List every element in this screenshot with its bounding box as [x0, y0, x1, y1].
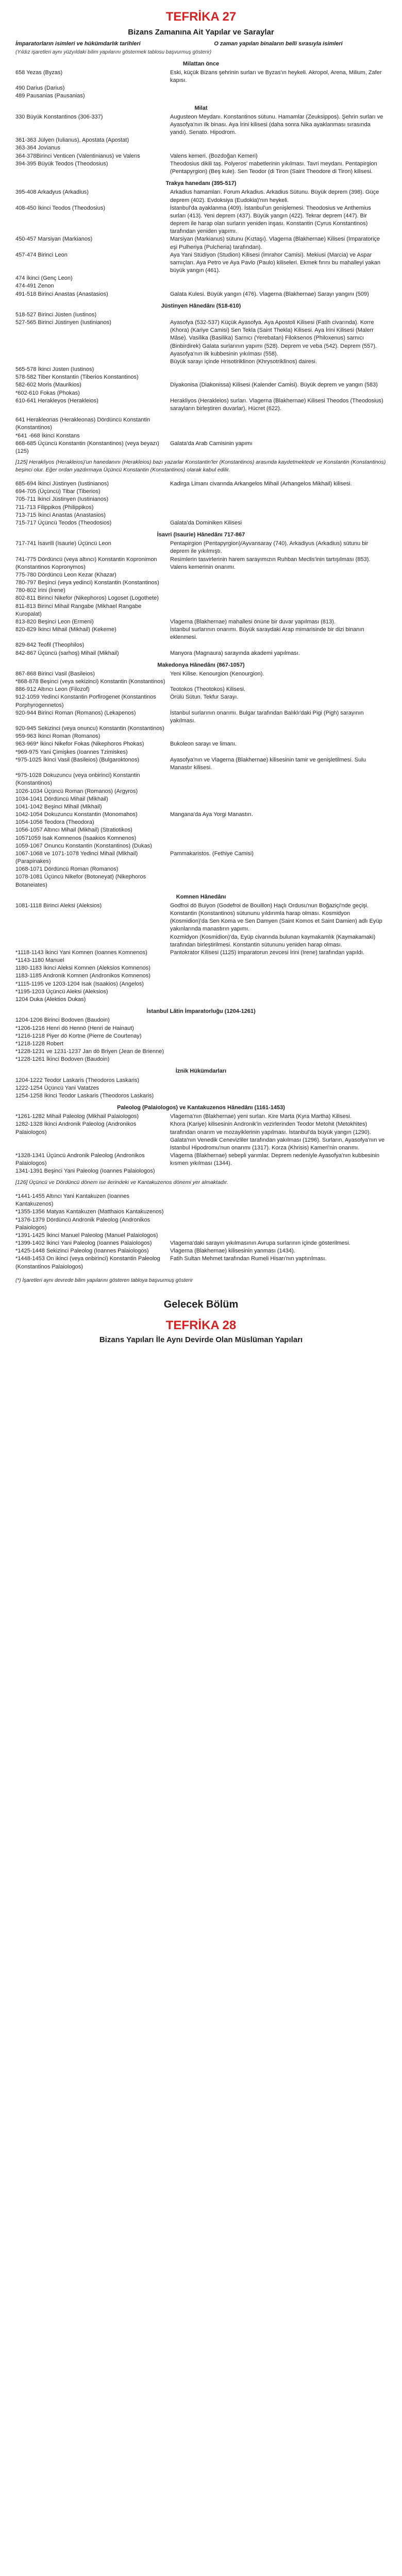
emperor-reign: 920-945 Sekizinci (veya onuncu) Konstantin (Konstantinos) — [15, 725, 164, 732]
table-row — [15, 496, 387, 503]
table-row — [15, 641, 387, 649]
buildings-list: Khora (Kariye) kilisesinin Andronik'in vezirlerinden Teodor Metohit (Metokhites) tarafından onarım ve mozayiklerinin yapılması. İstanbul'da büyük yangın (1290). Galata'nın Venedik Cenevizliler tarafından yakılması (1296). Surların, Ayasofya'nın ve Istanbul Hipodromu'nun onarımı (1317). Korza (Khrisis) Kameri'nin onarımı. — [170, 1121, 385, 1151]
emperor-reign: 491-518 Birinci Anastas (Anastasios) — [15, 291, 108, 297]
column-headers — [15, 40, 387, 48]
table-row — [15, 416, 387, 432]
emperor-reign: 1341-1391 Beşinci Yani Paleolog (Ioannes Palaiologos) — [15, 1168, 155, 1175]
table-row — [15, 504, 387, 512]
emperor-reign: 658 Yezas (Byzas) — [15, 69, 63, 76]
sections-block-2 — [15, 477, 387, 1176]
emperor-reign: 713-715 İkinci Anastas (Anastasios) — [15, 512, 106, 518]
emperor-reign: 518-527 Birinci Jüsten (Iustinos) — [15, 311, 97, 318]
buildings-list: Vlagerna (Blakhernae) mahallesi önüne bir duvar yapılması (813). — [170, 618, 336, 625]
emperor-reign: 1204 Duka (Alektios Dukas) — [15, 996, 86, 1003]
emperor-reign: 685-694 İkinci Jüstinyen (Iustinianos) — [15, 480, 109, 487]
buildings-list: Galata'da Arab Camisinin yapımı — [170, 440, 253, 447]
emperor-reign: 641 Herakleonas (Herakleonas) Dördüncü Konstantin (Konstantinos) — [15, 417, 150, 431]
section-heading: Makedonya Hânedânı (867-1057) — [157, 662, 245, 668]
emperor-reign: *1376-1379 Dördüncü Andronik Paleolog (Andronikos Palaiologos) — [15, 1216, 150, 1231]
emperor-reign: 715-717 Üçüncü Teodos (Theodosios) — [15, 519, 112, 526]
article-subtitle: Bizans Zamanına Ait Yapılar ve Saraylar — [128, 28, 274, 37]
emperor-reign: 1204-1206 Birinci Bodoven (Baudoin) — [15, 1017, 110, 1024]
table-row — [15, 1092, 387, 1100]
table-row — [15, 740, 387, 748]
table-row — [15, 189, 387, 204]
emperor-reign: 867-868 Birinci Vasil (Basileios) — [15, 670, 95, 677]
table-row — [15, 571, 387, 579]
emperor-reign: 10571059 Isak Komnenos (Isaakios Komnenos) — [15, 835, 137, 841]
buildings-list: Vlagerna (Blakhernae) kilisesinin yanması (1434). — [170, 1248, 295, 1255]
table-row — [15, 1167, 387, 1175]
emperor-reign: 363-364 Jovianus — [15, 145, 60, 151]
buildings-list: Bukoleon sarayı ve limanı. — [170, 741, 237, 748]
emperor-reign: 408-450 İkinci Teodos (Theodosius) — [15, 205, 106, 211]
emperor-reign: 711-713 Filippikos (Philippikos) — [15, 504, 94, 511]
table-row — [15, 850, 387, 866]
section-heading: Jüstinyen Hânedânı (518-610) — [161, 302, 241, 309]
sections-block-3 — [15, 1189, 387, 1271]
emperor-reign: 1068-1071 Dördüncü Roman (Romanos) — [15, 866, 119, 873]
table-row — [15, 1113, 387, 1121]
table-row — [15, 842, 387, 850]
emperor-reign: 1041-1042 Beşinci Mihail (Mikhail) — [15, 803, 102, 810]
table-row — [15, 725, 387, 733]
intro-note: (Yıldız işaretleri aynı yüzyıldaki bilim yapılarını göstermek tablosu başvurmuş gösterir) — [15, 49, 212, 55]
table-row — [15, 374, 387, 381]
emperor-reign: 829-842 Teofil (Theophilos) — [15, 642, 85, 649]
left-column-header: İmparatorların isimleri ve hükümdarlık tarihleri — [15, 40, 141, 47]
buildings-list: Augusteon Meydanı. Konstantinos sütunu. Hamamlar (Zeuksippos). Şehrin surları ve Ayasofya'nın ilk binası. Aya İrini kilisesi (daha sonra Nika ayaklanması sırasında yandı). Senato. Hipodrom. — [170, 113, 383, 136]
table-row — [15, 389, 387, 397]
emperor-reign: 1059-1067 Onuncu Konstantin (Konstantinos) (Dukas) — [15, 842, 152, 849]
section-heading: Milattan önce — [182, 60, 220, 67]
table-row — [15, 1040, 387, 1048]
emperor-reign: 1056-1057 Altıncı Mihail (Mikhail) (Stratiotikos) — [15, 827, 132, 834]
table-row — [15, 160, 387, 176]
table-row — [15, 902, 387, 934]
emperor-reign: 741-775 Dördüncü (veya altıncı) Konstantin Kopronimon (Konstantinos Kopronymos) — [15, 556, 157, 570]
table-row — [15, 69, 387, 84]
buildings-list: Marsiyan (Markianus) sütunu (Kıztaşı). Vlagerna (Blakhernae) Kilisesi (Imparatoriçe eşi Pulheriya (Pulcheria) tarafından). — [170, 236, 380, 250]
emperor-reign: 1054-1056 Teodora (Theodora) — [15, 819, 94, 826]
table-row — [15, 949, 387, 957]
buildings-list: Kadirga Limanı civarında Arkangelos Mihail (Arhangelos Mikhail) kilisesi. — [170, 480, 352, 487]
table-row — [15, 519, 387, 527]
emperor-reign: 1042-1054 Dokuzuncu Konstantin (Monomahos) — [15, 811, 138, 818]
table-row — [15, 512, 387, 519]
buildings-list: İstanbul'da ayaklanma (409). İstanbul'un genişlemesi. Theodosius ve Anthemius surları (413). Yeni deprem (437). Büyük yangın (422). Tekrar deprem (447). Bir deprem ile harap olan surların yeniden inşası. Konstantin (Cyrus Konstantinos) tarafından yeniden yapımı. — [170, 205, 371, 235]
emperor-reign: 474-491 Zenon — [15, 283, 54, 290]
table-row — [15, 670, 387, 678]
buildings-list: Örülü Sütun. Tekfur Sarayı. — [170, 694, 239, 701]
emperor-reign: *1216-1218 Piyer dö Kortne (Pierre de Courtenay) — [15, 1032, 142, 1039]
emperor-reign: 1034-1041 Dördüncü Mihail (Mikhail) — [15, 795, 108, 802]
table-row — [15, 1016, 387, 1024]
table-row — [15, 709, 387, 725]
emperor-reign: 717-741 İsavrili (Isaurie) Üçüncü Leon — [15, 540, 111, 547]
table-row — [15, 381, 387, 389]
emperor-reign: 450-457 Marsiyan (Markianos) — [15, 236, 93, 243]
inline-note: [125] Herakliyos (Herakleios)'un hanedanını (Herakleios) bazı yazarlar Konstantin'ler (Konstantinos) arasında kaydetmektedir ve Konstantin (Konstantinos) beşinci olur. Eğer ordan yazdırmaya Üçüncü Konstantin (Konstantinos) olarak kabul edilir. — [15, 459, 386, 473]
table-row — [15, 152, 387, 160]
buildings-list: Manyora (Magnaura) sarayında akademi yapılması. — [170, 650, 300, 656]
table-row — [15, 972, 387, 980]
emperor-reign: 1180-1183 İkinci Aleksi Komnen (Aleksios Komnenos) — [15, 965, 150, 972]
table-row — [15, 1084, 387, 1092]
table-row — [15, 137, 387, 144]
table-row — [15, 440, 387, 455]
table-row — [15, 1077, 387, 1084]
emperor-reign: 394-395 Büyük Teodos (Theodosius) — [15, 160, 108, 167]
table-row — [15, 811, 387, 819]
emperor-reign: 474 İkinci (Genç Leon) — [15, 275, 73, 282]
buildings-list: Godfroi dö Buiyon (Godefroi de Bouillon) Haçlı Ordusu'nun Boğaziçi'nde geçişi. Konstantin (Konstantinos) sütununu yıldırımla harap olması. Kosmidyon (Kosmidion)'da Sen Koma ve Sen Damyen (Saint Komos et Saint Damien) adlı Eyüp yakınlarında manastırın yapımı. — [170, 902, 382, 933]
table-row — [15, 579, 387, 587]
emperor-reign: *969-975 Yani Çimişkes (Ioannes Tzimiskes) — [15, 749, 128, 755]
table-row — [15, 358, 387, 366]
table-row — [15, 957, 387, 964]
table-row — [15, 980, 387, 988]
tefrika-title: TEFRİKA 27 — [165, 10, 237, 24]
emperor-reign: 330 Büyük Konstantinos (306-337) — [15, 113, 103, 120]
buildings-list: Ayasofya'nın ve Vlagerna (Blakhernae) kilisesinin tamir ve genişletilmesi. Sulu Manastır kilisesi. — [170, 756, 366, 771]
table-row — [15, 996, 387, 1004]
table-row — [15, 1032, 387, 1040]
table-row — [15, 1048, 387, 1056]
table-row — [15, 1255, 387, 1270]
table-row — [15, 1025, 387, 1032]
emperor-reign: 802-811 Birinci Nikefor (Nikephoros) Logoset (Logothete) — [15, 595, 159, 602]
buildings-list: Vlagerna (Blakhernae) sebepli yarımlar. Deprem nedeniyle Ayasofya'nın kubbesinin kısmen yıkılması (1344). — [170, 1153, 380, 1167]
emperor-reign: 1204-1222 Teodor Laskaris (Theodoros Laskaris) — [15, 1077, 140, 1083]
table-row — [15, 587, 387, 595]
emperor-reign: 1067-1068 ve 1071-1078 Yedinci Mihail (Mikhail) (Parapinakes) — [15, 850, 138, 865]
buildings-list: Pentapirgion (Pentapyrgion)/Ayvansaray (740). Arkadiyus (Arkadius) sütunu bir deprem ile yıkılmıştı. — [170, 540, 368, 555]
table-row — [15, 540, 387, 555]
table-row — [15, 488, 387, 496]
emperor-reign: 694-705 (Üçüncü) Tibar (Tiberios) — [15, 488, 100, 495]
emperor-reign: *1328-1341 Üçüncü Andronik Paleolog (Andronikos Palaiologos) — [15, 1153, 145, 1167]
sections-block-1 — [15, 60, 387, 455]
emperor-reign: *1391-1425 İkinci Manuel Paleolog (Manuel Palaiologos) — [15, 1232, 158, 1239]
emperor-reign: *1228-1231 ve 1231-1237 Jan dö Briyen (Jean de Brienne) — [15, 1048, 164, 1055]
emperor-reign: 1183-1185 Andronik Komnen (Andronikos Komnenos) — [15, 973, 150, 979]
table-row — [15, 397, 387, 413]
table-row — [15, 803, 387, 811]
emperor-reign: *602-610 Fokas (Phokas) — [15, 389, 80, 396]
buildings-list: Aya Yani Stüdiyon (Studion) Kilisesi (İmrahor Camisi). Mekiusi (Marcia) ve Aspar sarnıçları. Aya Petro ve Aya Pavlo (Paulo) kiliseleri. Ekmek fırını bu mahalleyi yakan büyük yangın (461). — [170, 251, 380, 274]
table-row — [15, 626, 387, 641]
table-row — [15, 92, 387, 100]
table-row — [15, 678, 387, 686]
emperor-reign: 489 Pausanias (Pausanias) — [15, 93, 85, 99]
right-column-header: O zaman yapılan binaların belli sırasıyla isimleri — [214, 40, 343, 47]
table-row — [15, 733, 387, 740]
emperor-reign: 920-944 Birinci Roman (Romanos) (Lekapenos) — [15, 709, 136, 716]
emperor-reign: 582-602 Moris (Maurikios) — [15, 382, 81, 388]
table-row — [15, 873, 387, 889]
table-row — [15, 319, 387, 358]
table-row — [15, 749, 387, 756]
emperor-reign: 780-797 Beşinci (veya yedinci) Konstantin (Konstantinos) — [15, 580, 159, 586]
section-gap — [15, 477, 387, 480]
buildings-list: Mangana'da Aya Yorgi Manastırı. — [170, 811, 253, 818]
buildings-list: Ayasofya (532-537) Küçük Ayasofya. Aya Apostoli Kilisesi (Fatih civarında). Korre (Khora) (Kariye Camisi) Sen Tekla (Saint Thekla) Kilisesi. Aya İrini Kilisesi (Malerr Mâse). Vasilika (Basilika) Sarnıcı (Yerebatan) Filoksenos (Philoxenus) sarnıcı (Binbirdirek) Galata surlarının yapımı (528). Deprem ve veba (542). Deprem (557). Ayasofya'nın ilk kubbesinin yıkılması (558). — [170, 319, 377, 357]
table-row — [15, 788, 387, 795]
emperor-reign: *975-1025 İkinci Vasil (Basileios) (Bulgaroktonos) — [15, 756, 140, 763]
table-row — [15, 686, 387, 693]
emperor-reign: *1425-1448 Sekizinci Paleolog (Ioannes Palaiologos) — [15, 1248, 149, 1255]
emperor-reign: 912-1059 Yedinci Konstantin Porfirogenet (Konstantinos Porphyrogennetos) — [15, 694, 156, 708]
table-row — [15, 275, 387, 282]
emperor-reign: 820-829 İkinci Mihail (Mikhail) (Kekeme) — [15, 626, 116, 633]
section-heading: Milat — [194, 105, 208, 111]
buildings-list: Pammakaristos. (Fethiye Camisi) — [170, 850, 254, 857]
table-row — [15, 311, 387, 319]
table-row — [15, 1152, 387, 1167]
emperor-reign: 705-711 İkinci Jüstinyen (Iustinianos) — [15, 496, 109, 503]
table-row — [15, 144, 387, 152]
emperor-reign: 527-565 Birinci Jüstinyen (Iustinianos) — [15, 319, 111, 326]
table-row — [15, 480, 387, 488]
buildings-list: Arkadius hamamları. Forum Arkadius. Arkadius Sütunu. Büyük deprem (398). Güçe deprem (402). Evdoksiya (Eudokia)'nın heykeli. — [170, 189, 379, 204]
emperor-reign: 364-378Birinci Venticen (Valentinianus) ve Valens — [15, 152, 140, 159]
buildings-list: Kozmidyon (Kosmidion)'da, Eyüp civarında bulunan kaymakamlık (Kaymakamaki) tarafından birleştirilmesi. Konstantin sütununu yeniden harap olması. — [170, 934, 376, 948]
buildings-list: Vlagerna'nın (Blakhernae) yeni surları. Kire Marta (Kyra Martha) Kilisesi. — [170, 1113, 351, 1120]
table-row — [15, 866, 387, 873]
section-gap — [15, 413, 387, 416]
table-row — [15, 291, 387, 298]
emperor-reign: 886-912 Altıncı Leon (Filozof) — [15, 686, 90, 693]
section-heading: İznik Hükümdarları — [175, 1068, 227, 1075]
emperor-reign: 959-963 İkinci Roman (Romanos) — [15, 733, 100, 740]
buildings-list: Fatih Sultan Mehmet tarafından Rumeli Hisarı'nın yaptırılması. — [170, 1256, 327, 1262]
table-row — [15, 432, 387, 440]
emperor-reign: *641 -668 İkinci Konstans — [15, 432, 80, 439]
table-row — [15, 819, 387, 826]
buildings-list: Eski, küçük Bizans şehrinin surları ve Byzas'ın heykeli. Akropol, Arena, Milium, Zafer kapısı. — [170, 69, 382, 84]
section-heading: Trakya hanedanı (395-517) — [165, 180, 237, 187]
table-row — [15, 1232, 387, 1240]
table-row — [15, 1247, 387, 1255]
emperor-reign: 1026-1034 Üçüncü Roman (Romanos) (Argyros) — [15, 788, 138, 794]
emperor-reign: *1355-1356 Matyas Kantakuzen (Matthaios Kantakuzenos) — [15, 1209, 164, 1215]
buildings-list: Herakliyos (Herakleios) surları. Vlagerna (Blakhernae) Kilisesi Theodos (Theodosius) sarayların birleştiren duvarlar), Hücret (622). — [170, 397, 383, 412]
buildings-list: Galata'da Dominiken Kilisesi — [170, 519, 242, 526]
table-row — [15, 964, 387, 972]
emperor-reign: 578-582 Tiber Konstantin (Tiberios Konstantinos) — [15, 374, 139, 381]
section-heading: Komnen Hânedânı — [176, 893, 226, 900]
section-heading: Paleolog (Palaiologos) ve Kantakuzenos Hânedânı (1161-1453) — [117, 1105, 285, 1111]
buildings-list: Büyük sarayı içinde Hrisotiriklinon (Khrysotriklinos) dairesi. — [170, 358, 317, 365]
emperor-reign: 1081-1118 Birinci Aleksi (Aleksios) — [15, 902, 102, 909]
emperor-reign: *1195-1203 Üçüncü Aleksi (Aleksios) — [15, 988, 108, 995]
table-row — [15, 84, 387, 92]
buildings-list: İstanbul surlarının onarımı. Bulgar tarafından Balıklı'daki Pigi (Pigh) sarayının yakılması. — [170, 709, 364, 724]
buildings-list: Theodosius dikili taş. Polyeros' mabetlerinin yıkılması. Tavri meydanı. Pentapirgion (Pentapyrgion) (Beş kule). Sen Teodor (di Tiron (Saint Theodore di Tiron) kilisesi. — [170, 160, 377, 175]
emperor-reign: 811-813 Birinci Mihail Rangabe (Mikhael Rangabe Kuropalat) — [15, 603, 142, 617]
table-row — [15, 595, 387, 602]
table-row — [15, 693, 387, 709]
table-row — [15, 556, 387, 571]
emperor-reign: 780-802 İrini (İrene) — [15, 587, 65, 594]
table-row — [15, 603, 387, 618]
emperor-reign: 490 Darius (Darius) — [15, 85, 65, 92]
buildings-list: Pantokrator Kilisesi (1125) imparatorun zevcesi İrini (Irene) tarafından yapıldı. — [170, 949, 365, 956]
footnote: (*) İşaretleri aynı devrede bilim yapılarını gösteren tabloya başvurmuş gösterir — [15, 1277, 193, 1283]
next-tefrika-subtitle: Bizans Yapıları İle Aynı Devirde Olan Müslüman Yapıları — [99, 1335, 303, 1345]
next-tefrika-title: TEFRİKA 28 — [165, 1318, 237, 1333]
emperor-reign: 1222-1254 Üçüncü Yani Vatatzes — [15, 1084, 99, 1091]
emperor-reign: *1441-1455 Altıncı Yani Kantakuzen (Ioannes Kantakuzenos) — [15, 1193, 129, 1208]
emperor-reign: *1448-1453 On ikinci (veya onbirinci) Konstantin Paleolog (Konstantinos Palaiologos) — [15, 1256, 160, 1270]
emperor-reign: *1118-1143 İkinci Yani Komnen (Ioannes Komnenos) — [15, 949, 147, 956]
buildings-list: Teotokos (Theotokos) Kilisesi. — [170, 686, 246, 693]
emperor-reign: *975-1028 Dokuzuncu (veya onbirinci) Konstantin (Konstantinos) — [15, 772, 140, 787]
emperor-reign: 565-578 İkinci Jüsten (Iustinos) — [15, 366, 94, 373]
table-row — [15, 1121, 387, 1152]
emperor-reign: 361-363 Jülyen (Iulianus), Apostata (Apostat) — [15, 137, 129, 144]
inline-note-2: [126] Üçüncü ve Dördüncü dönem ise ilerindeki ve Kantakuzenos dönemi yer almaktadır. — [15, 1179, 228, 1185]
emperor-reign: 457-474 Birinci Leon — [15, 251, 68, 258]
next-section-label: Gelecek Bölüm — [163, 1298, 239, 1310]
emperor-reign: *1228-1261 İkinci Bodoven (Baudoin) — [15, 1056, 110, 1063]
table-row — [15, 988, 387, 996]
emperor-reign: 1254-1258 İkinci Teodor Laskaris (Theodoros Laskaris) — [15, 1092, 154, 1099]
table-row — [15, 251, 387, 275]
emperor-reign: *1206-1216 Henri dö Hennö (Henri de Hainaut) — [15, 1025, 134, 1031]
table-row — [15, 618, 387, 626]
emperor-reign: *1261-1282 Mihail Paleolog (Mikhail Palaiologos) — [15, 1113, 139, 1120]
section-heading: İstanbul Lâtin İmparatorluğu (1204-1261) — [146, 1008, 256, 1015]
emperor-reign: *1399-1402 İkinci Yani Paleolog (Ioannes Palaiologos) — [15, 1240, 152, 1247]
table-row — [15, 934, 387, 949]
buildings-list: Yeni Kilise. Kenourgion (Kenourgion). — [170, 670, 264, 677]
emperor-reign: 775-780 Dördüncü Leon Kezar (Khazar) — [15, 571, 116, 578]
buildings-list: Valens kemeri. (Bozdoğan Kemeri) — [170, 152, 258, 159]
emperor-reign: 610-641 Herakleyos (Herakleios) — [15, 397, 98, 404]
emperor-reign: 1078-1081 Üçüncü Nikefor (Botoneyat) (Nikephoros Botaneiates) — [15, 874, 146, 888]
emperor-reign: 963-969* İkinci Nikefor Fokas (Nikephoros Phokas) — [15, 741, 144, 748]
table-row — [15, 282, 387, 290]
emperor-reign: *1143-1180 Manuel — [15, 957, 64, 964]
emperor-reign: 813-820 Beşinci Leon (Ermeni) — [15, 618, 94, 625]
emperor-reign: 842-867 Üçüncü (sarhoş) Mihail (Mikhail) — [15, 650, 119, 656]
table-row — [15, 835, 387, 842]
buildings-list: Galata Kulesi. Büyük yangın (476). Vlagerna (Blakhernae) Sarayı yangını (509) — [170, 291, 369, 297]
emperor-reign: 395-408 Arkadyus (Arkadius) — [15, 189, 89, 196]
emperor-reign: *1218-1228 Robert — [15, 1040, 63, 1047]
emperor-reign: 1282-1328 İkinci Andronik Paleolog (Andronikos Palaiologos) — [15, 1121, 137, 1136]
table-row — [15, 650, 387, 657]
emperor-reign: *1115-1195 ve 1203-1204 Isak (Isaakios) (Angelos) — [15, 980, 144, 987]
table-row — [15, 826, 387, 834]
table-row — [15, 1216, 387, 1232]
emperor-reign: *868-878 Beşinci (veya sekizinci) Konstantin (Konstantinos) — [15, 679, 165, 685]
table-row — [15, 113, 387, 137]
table-row — [15, 1240, 387, 1247]
table-row — [15, 235, 387, 251]
table-row — [15, 205, 387, 236]
table-row — [15, 1193, 387, 1208]
table-row — [15, 1208, 387, 1216]
table-row — [15, 366, 387, 374]
buildings-list: İstanbul surlarının onarımı. Büyük saraydaki Arap mimarisinde bir dizi binanın eklenmesi. — [170, 626, 364, 641]
table-row — [15, 772, 387, 787]
table-row — [15, 756, 387, 772]
section-gap — [15, 1189, 387, 1193]
section-heading: İsavri (Isaurie) Hânedânı 717-867 — [157, 532, 245, 538]
table-row — [15, 1056, 387, 1063]
buildings-list: Resimlerin tasvirlerinin harem sarayımızın Ruhban Meclis'inin tartışılması (853). Valens kemerinin onarımı. — [170, 556, 371, 570]
table-row — [15, 795, 387, 803]
emperor-reign: 668-685 Üçüncü Konstantin (Konstantinos) (veya beyazı) (125) — [15, 440, 159, 454]
buildings-list: Vlagerna'daki sarayın yıkılmasının Avrupa surlarının içinde gösterilmesi. — [170, 1240, 350, 1247]
buildings-list: Diyakonisa (Diakonissa) Kilisesi (Kalender Camisi). Büyük deprem ve yangın (583) — [170, 382, 378, 388]
